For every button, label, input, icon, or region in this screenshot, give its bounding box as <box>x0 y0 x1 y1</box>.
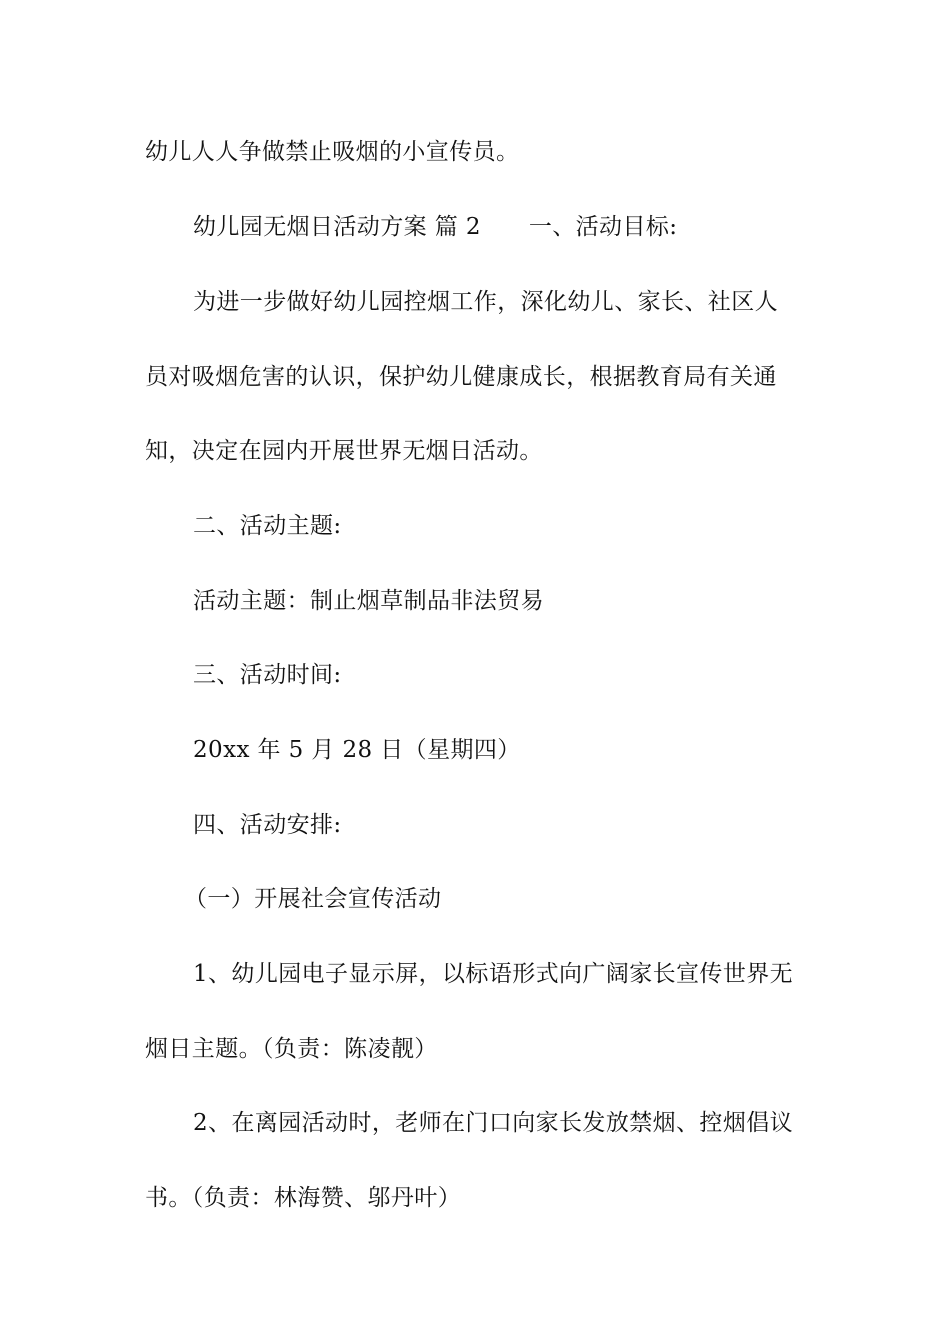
heading-time: 三、活动时间: <box>193 662 342 688</box>
text-line: 知，决定在园内开展世界无烟日活动。 <box>145 438 543 464</box>
heading-goal: 一、活动目标: <box>528 214 678 240</box>
text-line: 1、幼儿园电子显示屏，以标语形式向广阔家长宣传世界无 <box>193 961 794 987</box>
section-heading-line <box>193 212 810 242</box>
text-line: 2、在离园活动时，老师在门口向家长发放禁烟、控烟倡议 <box>193 1110 794 1136</box>
text-line-date: 20xx 年 5 月 28 日（星期四） <box>193 737 521 763</box>
heading-arrangement: 四、活动安排: <box>193 812 342 838</box>
text-line: 书。（负责：林海赞、邬丹叶） <box>145 1185 462 1211</box>
document-title: 幼儿园无烟日活动方案 篇 2 <box>193 214 481 240</box>
heading-theme: 二、活动主题: <box>193 513 342 539</box>
text-line: 活动主题：制止烟草制品非法贸易 <box>193 588 544 614</box>
text-line: 幼儿人人争做禁止吸烟的小宣传员。 <box>145 139 520 165</box>
text-line: 员对吸烟危害的认识，保护幼儿健康成长，根据教育局有关通 <box>145 364 777 390</box>
subheading-social-promotion: （一）开展社会宣传活动 <box>184 886 442 912</box>
text-line: 为进一步做好幼儿园控烟工作，深化幼儿、家长、社区人 <box>193 289 778 315</box>
text-line: 烟日主题。（负责：陈凌靓） <box>145 1036 438 1062</box>
